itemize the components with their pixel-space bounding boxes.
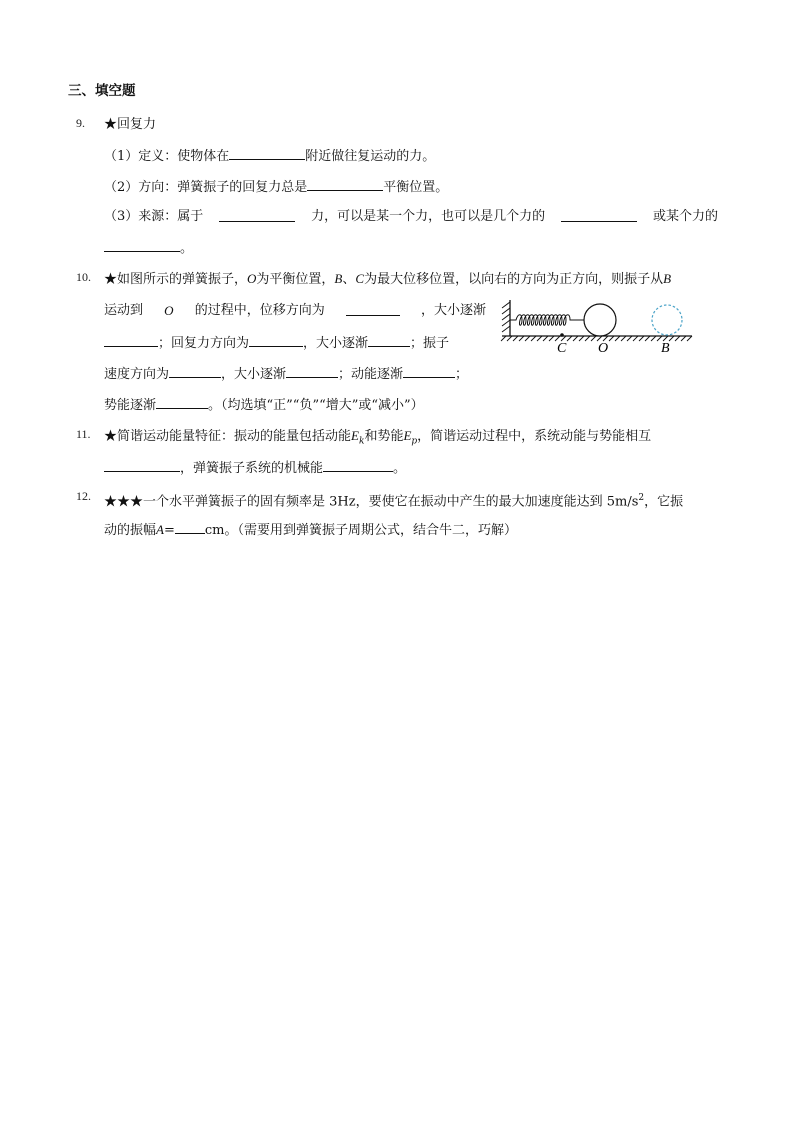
answer-blank[interactable] xyxy=(561,208,637,222)
q12-line-1: ★★★一个水平弹簧振子的固有频率是 3Hz，要使它在振动中产生的最大加速度能达到 $5m/s^2$，它振 xyxy=(104,493,684,510)
label-b: B xyxy=(661,341,670,356)
answer-blank[interactable] xyxy=(323,458,393,472)
wall-hatching xyxy=(502,302,510,332)
answer-blank[interactable] xyxy=(229,146,305,160)
section-heading: 三、填空题 xyxy=(68,83,136,99)
q9-item-source: （3）来源：属于 力，可以是某一个力，也可以是几个力的 或某个力的 xyxy=(104,209,718,224)
question-number: 9. xyxy=(76,116,85,130)
point-c xyxy=(560,333,564,337)
q10-line-4: 速度方向为 ，大小逐渐 ；动能逐渐 ； xyxy=(104,364,468,384)
q10-line-3: ；回复力方向为 ，大小逐渐 ；振子 xyxy=(104,333,449,353)
question-number: 12. xyxy=(76,489,91,503)
oscillator-ball xyxy=(584,304,616,336)
answer-blank[interactable] xyxy=(286,364,338,378)
answer-blank[interactable] xyxy=(307,177,383,191)
answer-blank[interactable] xyxy=(156,395,208,409)
question-number: 10. xyxy=(76,270,91,284)
answer-blank[interactable] xyxy=(104,238,180,252)
q11-line-2: ，弹簧振子系统的机械能 。 xyxy=(104,458,406,478)
answer-blank[interactable] xyxy=(104,458,180,472)
answer-blank[interactable] xyxy=(219,208,295,222)
label-o: O xyxy=(598,341,609,356)
q9-item-direction: （2）方向：弹簧振子的回复力总是 平衡位置。 xyxy=(104,177,448,197)
q10-line-5: 势能逐渐 。（均选填“正”“负”“增大”或“减小”） xyxy=(104,395,424,415)
ball-position-b xyxy=(652,305,682,335)
spring-oscillator-figure xyxy=(498,296,698,360)
spring xyxy=(510,315,584,326)
question-title: ★回复力 xyxy=(104,117,157,132)
label-c: C xyxy=(557,341,567,356)
q9-item-source-cont: 。 xyxy=(104,238,193,258)
q10-line-1: ★如图所示的弹簧振子，O为平衡位置，B、C为最大位移位置，以向右的方向为正方向，则振子从B xyxy=(104,271,672,287)
q10-line-2: 运动到 O 的过程中，位移方向为 ，大小逐渐 xyxy=(104,303,486,318)
question-number: 11. xyxy=(76,427,91,441)
q12-line-2: 动的振幅A= cm。（需要用到弹簧振子周期公式，结合牛二，巧解） xyxy=(104,522,517,538)
answer-blank[interactable] xyxy=(169,364,221,378)
answer-blank[interactable] xyxy=(403,364,455,378)
answer-blank[interactable] xyxy=(175,520,205,534)
answer-blank[interactable] xyxy=(249,333,303,347)
answer-blank[interactable] xyxy=(346,302,400,316)
answer-blank[interactable] xyxy=(368,333,410,347)
q9-item-definition: （1）定义：使物体在 附近做往复运动的力。 xyxy=(104,146,435,166)
answer-blank[interactable] xyxy=(104,333,158,347)
q11-line-1: ★简谐运动能量特征：振动的能量包括动能$E_k$和势能$E_p$，简谐运动过程中，系统动能与势能相互 xyxy=(104,428,652,447)
